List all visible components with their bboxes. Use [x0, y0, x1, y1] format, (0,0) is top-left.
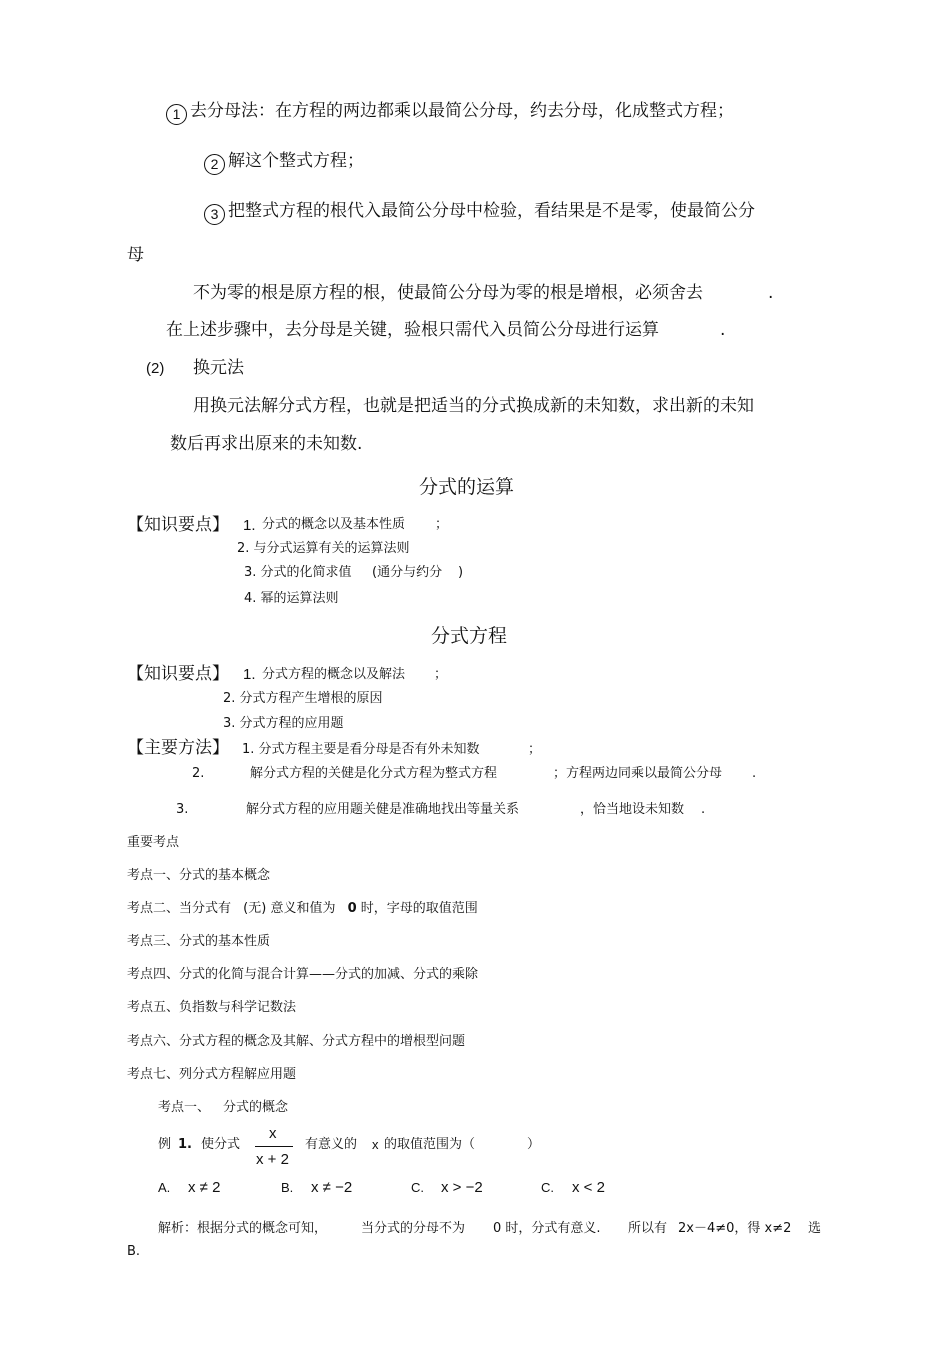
- method-3-num: 3.: [176, 802, 189, 817]
- exam-heading: 重要考点: [127, 835, 180, 850]
- option-c-letter: C.: [411, 1180, 424, 1195]
- fraction: [255, 1124, 295, 1170]
- knowledge-tag-2: 【知识要点】: [127, 664, 229, 684]
- analysis-a: 解析：根据分式的概念可知，: [158, 1221, 328, 1236]
- fraction-bar: [255, 1146, 293, 1147]
- example-prompt-2: 有意义的: [305, 1137, 358, 1152]
- eq-item-1-num: 1.: [243, 666, 256, 683]
- example-label: 例: [158, 1137, 172, 1152]
- exam-point-2-a: 考点二、当分式有: [127, 901, 232, 916]
- section-heading-operations: 分式的运算: [419, 476, 515, 498]
- option-a-text: x ≠ 2: [188, 1179, 221, 1196]
- circled-number-1: 1: [166, 104, 187, 125]
- exam-point-2: [127, 902, 478, 915]
- method-2-label: (2): [146, 360, 165, 377]
- example-section-title: 分式的概念: [223, 1100, 289, 1115]
- root-note: 不为零的根是原方程的根，使最简公分母为零的根是增根，必须舍去: [193, 283, 703, 303]
- exam-point-2-d: 0: [347, 901, 357, 916]
- exam-point-2-b: (无): [243, 901, 267, 916]
- option-d-text: x < 2: [572, 1179, 605, 1196]
- analysis-d: 所以有: [628, 1221, 668, 1236]
- option-b-text: x ≠ −2: [311, 1179, 353, 1196]
- op-item-1-num: 1.: [243, 517, 256, 534]
- step-3: [204, 203, 755, 225]
- method-2-end: .: [752, 766, 757, 781]
- exam-point-7: 考点七、列分式方程解应用题: [127, 1067, 297, 1082]
- analysis-b: 当分式的分母不为: [361, 1221, 466, 1236]
- method-2-title: 换元法: [193, 358, 244, 378]
- method-3-mid: ，恰当地设未知数: [580, 802, 685, 817]
- analysis-e: 2x－4≠0，得 x≠2: [678, 1221, 792, 1236]
- example-close: ）: [527, 1137, 541, 1152]
- analysis-g: B.: [127, 1244, 141, 1259]
- exam-point-5: 考点五、负指数与科学记数法: [127, 1000, 297, 1015]
- example-prompt: 使分式: [201, 1137, 241, 1152]
- method-2-text: 解分式方程的关健是化分式方程为整式方程: [250, 766, 498, 781]
- option-b-letter: B.: [281, 1180, 294, 1195]
- method-1-end: ；: [528, 742, 542, 757]
- method-1: 1. 分式方程主要是看分母是否有外未知数: [242, 742, 480, 757]
- example-section: 考点一、: [158, 1100, 211, 1115]
- circled-number-2: 2: [204, 154, 225, 175]
- method-2-desc-2: 数后再求出原来的未知数.: [170, 434, 363, 454]
- method-3-text: 解分式方程的应用题关健是准确地找出等量关系: [246, 802, 520, 817]
- option-d-letter: C.: [541, 1180, 554, 1195]
- step-1-text: 去分母法：在方程的两边都乘以最简公分母，约去分母，化成整式方程；: [190, 101, 734, 121]
- example-number: 1.: [178, 1137, 192, 1152]
- option-c-text: x > −2: [441, 1179, 483, 1196]
- option-a-letter: A.: [158, 1180, 171, 1195]
- root-note-end: .: [768, 283, 774, 303]
- analysis-f: 选: [808, 1221, 822, 1236]
- exam-point-2-c: 意义和值为: [270, 901, 336, 916]
- op-item-4: 4. 幂的运算法则: [244, 591, 339, 606]
- eq-item-2: 2. 分式方程产生增根的原因: [223, 691, 383, 706]
- section-heading-equations: 分式方程: [431, 625, 508, 647]
- step-2: [204, 153, 364, 175]
- op-item-3-close: ): [458, 565, 464, 580]
- fraction-denominator: x + 2: [256, 1151, 289, 1168]
- method-tag: 【主要方法】: [127, 738, 229, 758]
- eq-item-1-end: ；: [434, 667, 448, 682]
- key-note: 在上述步骤中，去分母是关键，验根只需代入员简公分母进行运算: [166, 320, 659, 340]
- eq-item-3: 3. 分式方程的应用题: [223, 716, 344, 731]
- example-prompt-3: 的取值范围为（: [384, 1137, 476, 1152]
- step-2-text: 解这个整式方程；: [228, 151, 364, 171]
- op-item-1-end: ；: [435, 517, 449, 532]
- method-2-mid: ；方程两边同乘以最简公分母: [553, 766, 723, 781]
- method-2-num: 2.: [192, 766, 205, 781]
- knowledge-tag-1: 【知识要点】: [127, 515, 229, 535]
- exam-point-1: 考点一、分式的基本概念: [127, 868, 271, 883]
- fraction-numerator: x: [269, 1125, 277, 1142]
- exam-point-4: 考点四、分式的化简与混合计算——分式的加减、分式的乘除: [127, 967, 479, 982]
- analysis-c: 0 时，分式有意义.: [493, 1221, 601, 1236]
- method-3-end: .: [701, 802, 706, 817]
- step-3-continuation: 母: [127, 245, 144, 265]
- step-1: [166, 103, 734, 125]
- eq-item-1-text: 分式方程的概念以及解法: [262, 667, 406, 682]
- method-2-desc-1: 用换元法解分式方程，也就是把适当的分式换成新的未知数，求出新的未知: [193, 396, 754, 416]
- op-item-3: 3. 分式的化简求值: [244, 565, 352, 580]
- step-3-text: 把整式方程的根代入最简公分母中检验，看结果是不是零，使最简公分: [228, 201, 755, 221]
- exam-point-6: 考点六、分式方程的概念及其解、分式方程中的增根型问题: [127, 1034, 466, 1049]
- exam-point-2-e: 时，字母的取值范围: [360, 901, 478, 916]
- exam-point-3: 考点三、分式的基本性质: [127, 934, 271, 949]
- op-item-1-text: 分式的概念以及基本性质: [262, 517, 406, 532]
- op-item-3-note: (通分与约分: [372, 565, 443, 580]
- circled-number-3: 3: [204, 204, 225, 225]
- op-item-2: 2. 与分式运算有关的运算法则: [237, 541, 410, 556]
- example-variable: x: [372, 1137, 379, 1152]
- key-note-end: .: [720, 320, 726, 340]
